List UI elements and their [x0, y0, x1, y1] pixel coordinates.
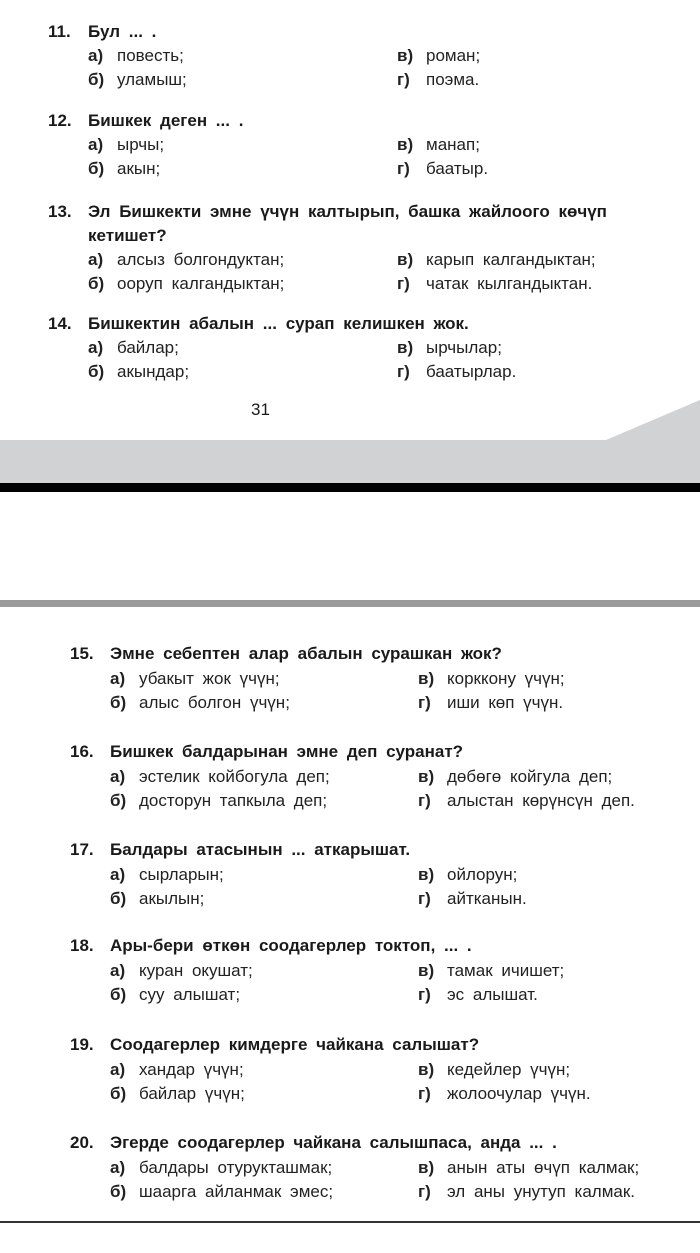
option-label: г): [397, 159, 410, 178]
page-number: 31: [251, 400, 270, 419]
question-number: 14.: [48, 314, 72, 333]
option-label: г): [418, 791, 431, 810]
question-number: 11.: [48, 22, 71, 41]
option-label: а): [110, 960, 126, 980]
page-curl-shape: [0, 398, 700, 441]
option-label: а): [88, 250, 104, 269]
option-label: а): [88, 46, 104, 65]
option-text: айтканын.: [447, 889, 527, 908]
question-number: 20.: [70, 1133, 94, 1152]
option-label: б): [88, 362, 105, 381]
option-text: сырларын;: [139, 864, 224, 884]
option-text: балдары отурукташмак;: [139, 1157, 333, 1177]
question-text: Бишкек деген ... .: [88, 111, 244, 130]
option-text: роман;: [426, 46, 481, 65]
option-text: ырчылар;: [426, 338, 502, 357]
option-label: б): [110, 889, 127, 908]
option-label: в): [418, 864, 435, 884]
question-text: кетишет?: [88, 226, 167, 245]
option-text: жолоочулар үчүн.: [447, 1084, 591, 1103]
question-text: Бул ... .: [88, 22, 157, 41]
option-text: карып калгандыктан;: [426, 250, 596, 269]
option-label: в): [418, 668, 435, 688]
option-label: а): [110, 1059, 126, 1079]
option-label: а): [88, 338, 104, 357]
option-text: эс алышат.: [447, 985, 538, 1004]
question-number: 18.: [70, 936, 94, 955]
question-number: 15.: [70, 644, 94, 663]
option-label: г): [397, 274, 410, 293]
option-label: б): [88, 159, 105, 178]
option-label: г): [397, 70, 410, 89]
question-number: 17.: [70, 840, 94, 859]
option-label: в): [418, 1059, 435, 1079]
option-label: г): [418, 985, 431, 1004]
question-text: Эл Бишкекти эмне үчүн калтырып, башка жайлоого көчүп: [88, 202, 607, 221]
option-label: в): [397, 135, 414, 154]
option-label: б): [110, 693, 127, 712]
option-text: ырчы;: [117, 135, 165, 154]
option-label: б): [88, 274, 105, 293]
option-label: б): [110, 791, 127, 810]
question-text: Балдары атасынын ... аткарышат.: [110, 840, 411, 859]
option-text: эстелик койбогула деп;: [139, 766, 330, 786]
page-bottom-rule: [0, 1221, 700, 1223]
option-text: повесть;: [117, 46, 184, 65]
page-footer-band: [0, 440, 700, 483]
option-label: г): [397, 362, 410, 381]
option-text: ойлорун;: [447, 864, 518, 884]
option-text: хандар үчүн;: [139, 1059, 244, 1079]
question-text: Ары-бери өткөн соодагерлер токтоп, ... .: [110, 936, 472, 955]
page-top-edge: [0, 600, 700, 607]
option-text: уламыш;: [117, 70, 187, 89]
option-text: манап;: [426, 135, 480, 154]
option-text: тамак ичишет;: [447, 960, 565, 980]
option-label: г): [418, 889, 431, 908]
option-text: акын;: [117, 159, 161, 178]
question-text: Эгерде соодагерлер чайкана салышпаса, анда ... .: [110, 1133, 557, 1152]
option-label: а): [88, 135, 104, 154]
option-text: шаарга айланмак эмес;: [139, 1182, 334, 1201]
option-label: б): [110, 1182, 127, 1201]
option-text: досторун тапкыла деп;: [139, 791, 328, 810]
option-text: дөбөгө койгула деп;: [447, 766, 613, 786]
option-text: эл аны унутуп калмак.: [447, 1182, 636, 1201]
question-text: Соодагерлер кимдерге чайкана салышат?: [110, 1035, 480, 1054]
option-text: анын аты өчүп калмак;: [447, 1157, 640, 1177]
option-label: в): [418, 1157, 435, 1177]
option-text: байлар үчүн;: [139, 1084, 245, 1103]
option-label: в): [397, 250, 414, 269]
option-text: корккону үчүн;: [447, 668, 565, 688]
option-text: алыстан көрүнсүн деп.: [447, 791, 635, 810]
option-text: суу алышат;: [139, 985, 241, 1004]
question-text: Эмне себептен алар абалын сурашкан жок?: [110, 644, 502, 663]
option-text: акындар;: [117, 362, 190, 381]
question-text: Бишкектин абалын ... сурап келишкен жок.: [88, 314, 469, 333]
option-text: акылын;: [139, 889, 205, 908]
option-label: в): [397, 338, 414, 357]
option-label: а): [110, 668, 126, 688]
option-label: г): [418, 1182, 431, 1201]
option-label: а): [110, 864, 126, 884]
option-text: баатыр.: [426, 159, 489, 178]
option-text: поэма.: [426, 70, 480, 89]
question-number: 19.: [70, 1035, 94, 1054]
option-label: б): [110, 1084, 127, 1103]
option-label: в): [397, 46, 414, 65]
option-text: ооруп калгандыктан;: [117, 274, 285, 293]
option-text: куран окушат;: [139, 960, 253, 980]
option-label: а): [110, 766, 126, 786]
question-number: 13.: [48, 202, 72, 221]
option-label: а): [110, 1157, 126, 1177]
option-label: б): [110, 985, 127, 1004]
option-text: байлар;: [117, 338, 179, 357]
option-text: чатак кылгандыктан.: [426, 274, 593, 293]
question-number: 16.: [70, 742, 94, 761]
question-text: Бишкек балдарынан эмне деп суранат?: [110, 742, 464, 761]
option-text: баатырлар.: [426, 362, 517, 381]
page-corner-wedge: [0, 440, 700, 483]
option-text: иши көп үчүн.: [447, 693, 564, 712]
option-text: кедейлер үчүн;: [447, 1059, 571, 1079]
page-separator: [0, 483, 700, 492]
option-label: в): [418, 960, 435, 980]
option-label: в): [418, 766, 435, 786]
option-label: г): [418, 693, 431, 712]
option-text: алсыз болгондуктан;: [117, 250, 285, 269]
question-number: 12.: [48, 111, 72, 130]
option-text: алыс болгон үчүн;: [139, 693, 290, 712]
option-label: б): [88, 70, 105, 89]
option-label: г): [418, 1084, 431, 1103]
option-text: убакыт жок үчүн;: [139, 668, 280, 688]
